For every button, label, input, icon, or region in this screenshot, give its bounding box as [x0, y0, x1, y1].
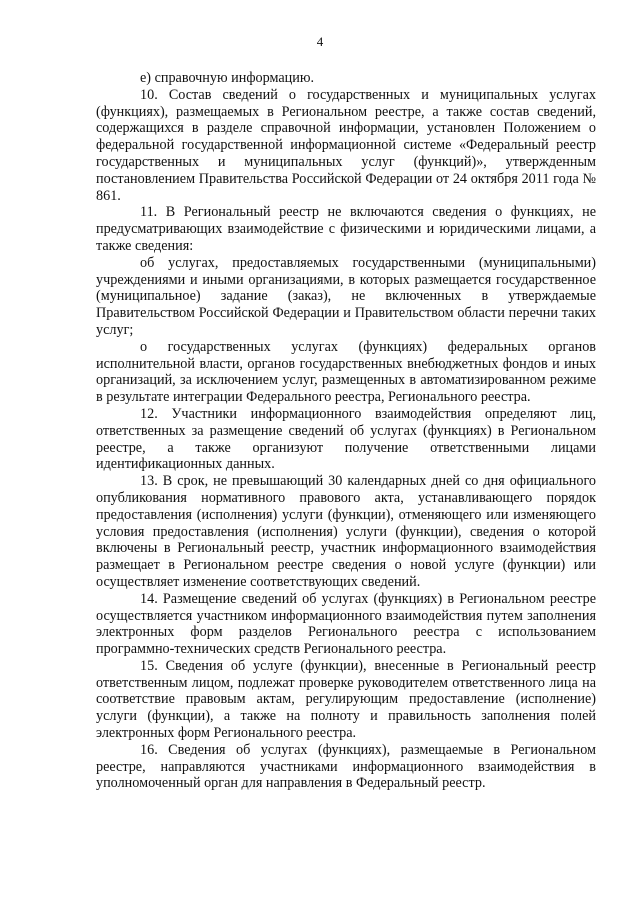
paragraph-12: 12. Участники информационного взаимодействия определяют лиц, ответственных за размещение сведений об услугах (функциях) в Региональном реестре, а также организуют получение ответственными лицами идентификационных данных.: [96, 405, 596, 473]
paragraph-11-services: об услугах, предоставляемых государственными (муниципальными) учреждениями и иными организациями, в которых размещается государственное (муниципальное) задание (заказ), не включенных в утверждаемые Правительством Российской Федерации и Правительством области перечни таких услуг;: [96, 254, 596, 338]
paragraph-16: 16. Сведения об услугах (функциях), размещаемые в Региональном реестре, направляются участниками информационного взаимодействия в уполномоченный орган для направления в Федеральный реестр.: [96, 741, 596, 792]
paragraph-15: 15. Сведения об услуге (функции), внесенные в Региональный реестр ответственным лицом, подлежат проверке руководителем ответственного лица на соответствие правовым актам, регулирующим предоставление (исполнение) услуги (функции), а также на полноту и правильность заполнения полей электронных форм Регионального реестра.: [96, 657, 596, 742]
paragraph-13: 13. В срок, не превышающий 30 календарных дней со дня официального опубликования нормативного правового акта, устанавливающего порядок предоставления (исполнения) услуги (функции), отменяющего или изменяющего условия предоставления (исполнения) услуги (функции), сведения о которой включены в Региональный реестр, участник информационного взаимодействия размещает в Региональном реестре сведения о новой услуге (функции) или осуществляет изменение соответствующих сведений.: [96, 473, 596, 590]
paragraph-10: 10. Состав сведений о государственных и муниципальных услугах (функциях), размещаемых в Региональном реестре, а также состав сведений, содержащихся в разделе справочной информации, установлен Положением о федеральной государственной информационной системе «Федеральный реестр государственных и муниципальных услуг (функций)», утвержденным постановлением Правительства Российской Федерации от 24 октября 2011 года № 861.: [96, 86, 596, 204]
paragraph-14: 14. Размещение сведений об услугах (функциях) в Региональном реестре осуществляется участником информационного взаимодействия путем заполнения электронных форм разделов Регионального реестра с использованием программно-технических средств Регионального реестра.: [96, 590, 596, 658]
page-number: 4: [316, 34, 324, 49]
document-body: [96, 70, 596, 792]
paragraph-item-e: е) справочную информацию.: [140, 70, 315, 86]
paragraph-11: 11. В Региональный реестр не включаются сведения о функциях, не предусматривающих взаимодействие с физическими и юридическими лицами, а также сведения:: [96, 204, 596, 254]
paragraph-11-federal-services: о государственных услугах (функциях) федеральных органов исполнительной власти, органов государственных внебюджетных фондов и иных организаций, за исключением услуг, размещенных в автоматизированном режиме в результате интеграции Федерального реестра, Регионального реестра.: [96, 338, 596, 406]
